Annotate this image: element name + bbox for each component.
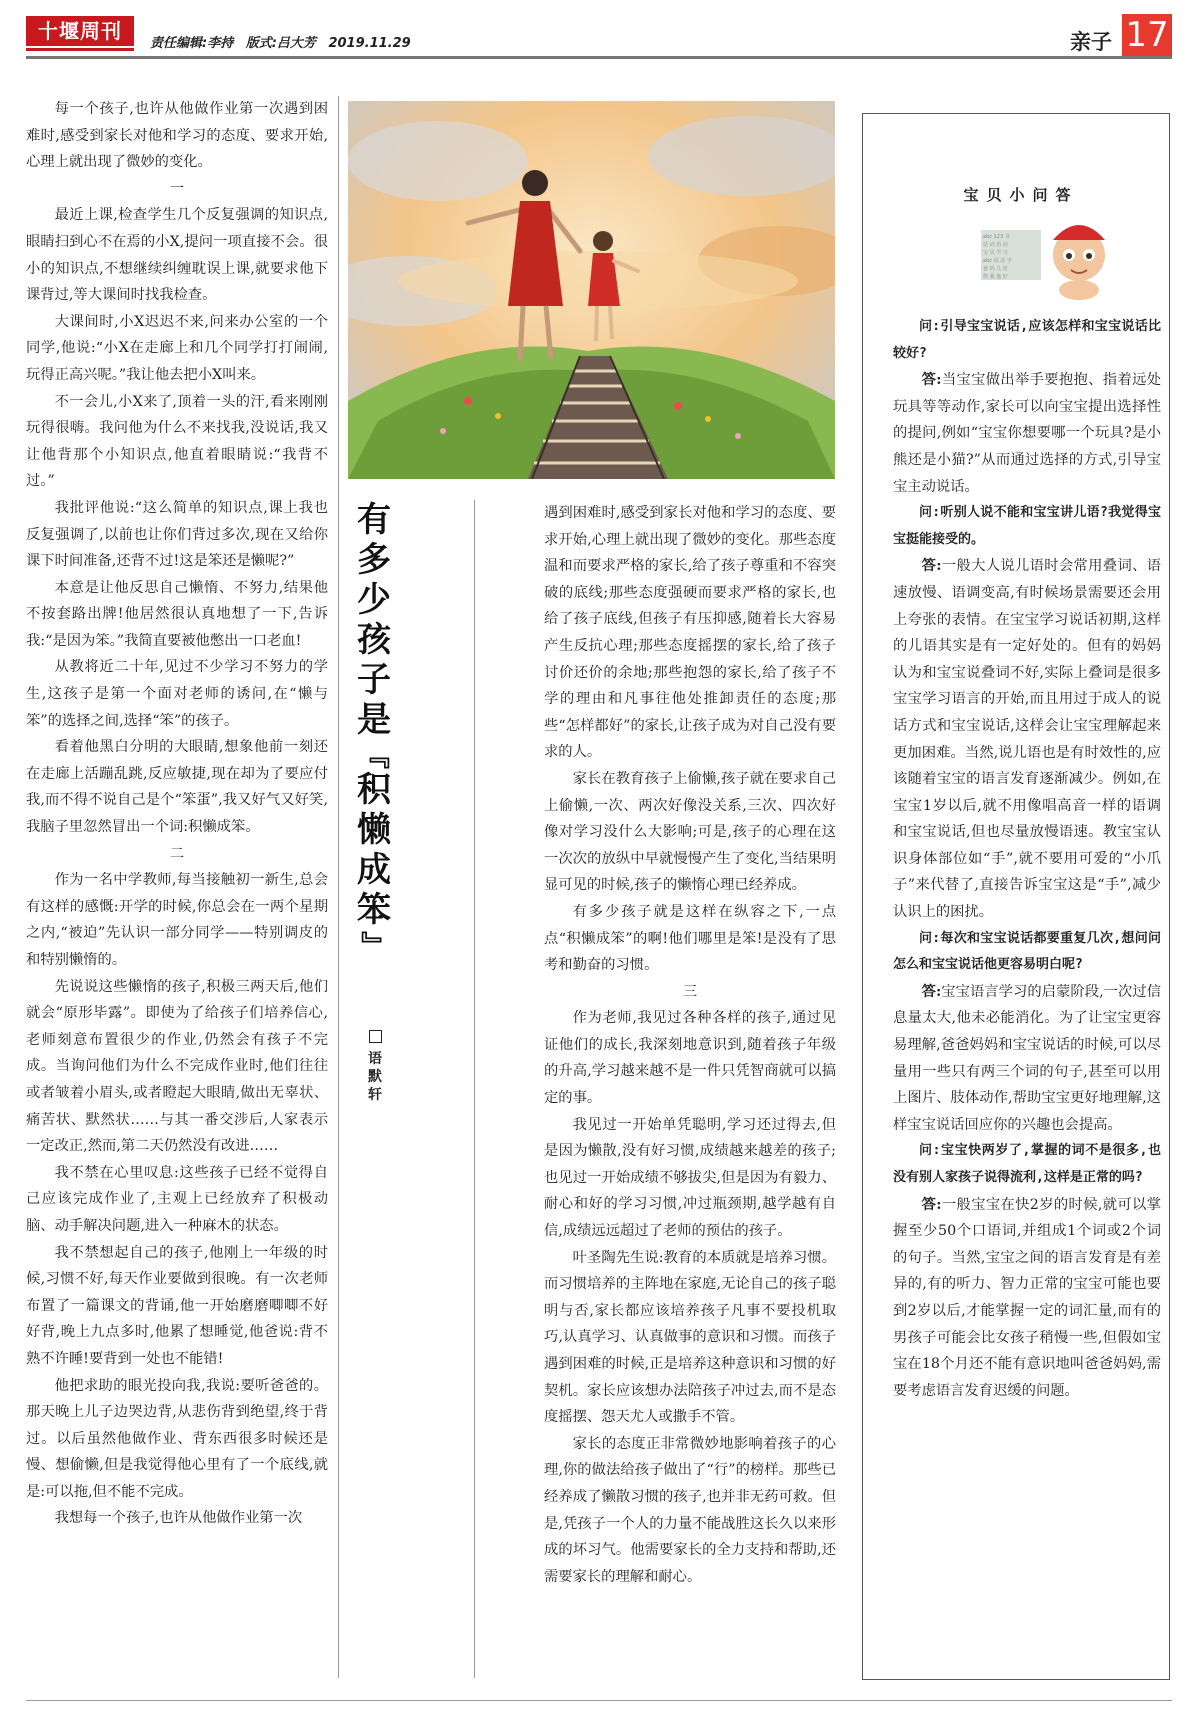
paragraph: 我不禁想起自己的孩子,他刚上一年级的时候,习惯不好,每天作业要做到很晚。有一次老师布置了一篇课文的背诵,他一开始磨磨唧唧不好好背,晚上九点多时,他累了想睡觉,他爸说:背不熟不许睡!要背到一处也不能错!: [26, 1244, 328, 1367]
layout-credit: 版式:吕大芳: [245, 36, 316, 51]
title-char: 懒: [357, 810, 391, 850]
paragraph: 家长的态度正非常微妙地影响着孩子的心理,你的做法给孩子做出了“行”的榜样。那些已经养成了懒散习惯的孩子,也并非无药可救。但是,凭孩子一个人的力量不能战胜这长久以来形成的坏习气。他需要家长的全力支持和帮助,还需要家长的理解和耐心。: [544, 1435, 836, 1585]
title-char: 成: [357, 850, 391, 890]
qa-question: 问:宝宝快两岁了,掌握的词不是很多,也没有别人家孩子说得流利,这样是正常的吗?: [893, 1143, 1161, 1185]
qa-answer-label: 答:: [921, 372, 942, 389]
paragraph: 家长在教育孩子上偷懒,孩子就在要求自己上偷懒,一次、两次好像没关系,三次、四次好像对学习没什么大影响;可是,孩子的心理在这一次次的放纵中早就慢慢产生了变化,当结果明显可见的时候,孩子的懒惰心理已经养成。: [544, 770, 836, 894]
svg-text:宝 贝 学 习: 宝 贝 学 习: [983, 250, 1008, 256]
paragraph: 我批评他说:“这么简单的知识点,课上我也反复强调了,以前也让你们背过多次,现在又给你课下时间准备,还背不过!这是笨还是懒呢?”: [26, 499, 328, 570]
paragraph: 最近上课,检查学生几个反复强调的知识点,眼睛扫到心不在焉的小X,提问一项直接不会。很小的知识点,不想继续纠缠耽误上课,就要求他下课背过,等大课间时找我检查。: [26, 207, 328, 304]
svg-text:abc 123 书: abc 123 书: [983, 234, 1010, 240]
title-char: 笨: [357, 890, 391, 930]
author-char: 语: [368, 1051, 382, 1067]
article-column-2: [544, 500, 836, 1590]
baby-qa-box: [862, 113, 1170, 1680]
title-char: 孩: [357, 620, 391, 660]
qa-answer-text: 一般宝宝在快2岁的时候,就可以掌握至少50个口语词,并组成1个词或2个词的句子。当然,宝宝之间的语言发育是有差异的,有的听力、智力正常的宝宝可能也要到2岁以后,才能掌握一定的词汇量,而有的男孩子可能会比女孩子稍慢一些,但假如宝宝在18个月还不能有意识地叫爸爸妈妈,需要考虑语言发育迟缓的问题。: [893, 1196, 1162, 1399]
qa-question: 问:每次和宝宝说话都要重复几次,想问问怎么和宝宝说话他更容易明白呢?: [893, 930, 1161, 973]
paragraph: 有多少孩子就是这样在纵容之下,一点点“积懒成笨”的啊!他们哪里是笨!是没有了思考和勤奋的习惯。: [544, 903, 836, 974]
qa-answer: [893, 1192, 1161, 1405]
masthead: [26, 14, 1172, 60]
article-author: [364, 1030, 386, 1104]
section-number: 一: [169, 180, 185, 197]
title-char: 是: [357, 700, 391, 740]
qa-answer-text: 当宝宝做出举手要抱抱、指着远处玩具等等动作,家长可以向宝宝提出选择性的提问,例如“宝宝你想要哪一个玩具?是小熊还是小猫?”从而通过选择的方式,引导宝宝主动说话。: [893, 372, 1162, 495]
paragraph: 作为老师,我见过各种各样的孩子,通过见证他们的成长,我深刻地意识到,随着孩子年级的升高,学习越来越不是一件只凭智商就可以搞定的事。: [544, 1010, 836, 1107]
qa-answer: [893, 553, 1161, 925]
qa-list: [893, 314, 1161, 1404]
qa-badge-title: 宝贝小问答: [963, 186, 1079, 204]
qa-answer-text: 一般大人说儿语时会常用叠词、语速放慢、语调变高,有时候场景需要还会用上夸张的表情。在宝宝学习说话初期,这样的儿语其实是有一定好处的。但有的妈妈认为和宝宝说叠词不好,实际上叠词是很多宝宝学习语言的开始,而且用过于成人的说话方式和宝宝说话,这样会让宝宝理解起来更加困难。当然,说儿语也是有时效性的,应该随着宝宝的语言发育逐渐减少。例如,在宝宝1岁以后,就不用像唱高音一样的语调和宝宝说话,但也尽量放慢语速。教宝宝认识身体部位如“手”,就不要用可爱的“小爪子”来代替了,直接告诉宝宝这是“手”,减少认识上的困扰。: [893, 558, 1162, 921]
author-char: 轩: [368, 1087, 382, 1103]
paragraph: 看着他黑白分明的大眼睛,想象他前一刻还在走廊上活蹦乱跳,反应敏捷,现在却为了要应付我,而不得不说自己是个“笨蛋”,我又好气又好笑,我脑子里忽然冒出一个词:积懒成笨。: [26, 739, 328, 836]
footer-rule: [26, 1700, 1172, 1701]
paragraph: 从教将近二十年,见过不少学习不努力的学生,这孩子是第一个面对老师的诱问,在“懒与笨”的选择之间,选择“笨”的孩子。: [26, 659, 328, 729]
paragraph: 叶圣陶先生说:教育的本质就是培养习惯。而习惯培养的主阵地在家庭,无论自己的孩子聪明与否,家长都应该培养孩子凡事不要投机取巧,认真学习、认真做事的意识和习惯。而孩子遇到困难的时候,正是培养这种意识和习惯的好契机。家长应该想办法陪孩子冲过去,而不是态度摇摆、怨天尤人或撒手不管。: [544, 1249, 836, 1426]
title-char: 子: [357, 660, 391, 700]
qa-answer-label: 答:: [921, 558, 942, 575]
section-number: 二: [169, 845, 185, 862]
mother-daughter-illustration: [348, 101, 835, 479]
section-name: 亲子: [1070, 30, 1112, 54]
paragraph: 大课间时,小X迟迟不来,问来办公室的一个同学,他说:“小X在走廊上和几个同学打打闹闹,玩得正高兴呢。”我让他去把小X叫来。: [26, 313, 328, 383]
baby-qa-badge: [961, 180, 1111, 300]
svg-text:爸 妈 儿 语: 爸 妈 儿 语: [983, 266, 1008, 272]
title-divider: [474, 500, 475, 1678]
article-title: [352, 500, 396, 960]
paragraph: 我不禁在心里叹息:这些孩子已经不觉得自己应该完成作业了,主观上已经放弃了积极动脑、动手解决问题,进入一种麻木的状态。: [26, 1164, 328, 1234]
title-char: 』: [358, 930, 391, 959]
issue-date: 2019.11.29: [328, 36, 411, 51]
paragraph: 我见过一开始单凭聪明,学习还过得去,但是因为懒散,没有好习惯,成绩越来越差的孩子;也见过一开始成绩不够拔尖,但是因为有毅力、耐心和好的学习习惯,冲过瓶颈期,越学越有自信,成绩远远超过了老师的预估的孩子。: [544, 1116, 836, 1240]
paragraph: 他把求助的眼光投向我,我说:要听爸爸的。那天晚上儿子边哭边背,从悲伤背到绝望,终于背过。以后虽然他做作业、背东西很多时候还是慢、想偷懒,但是我觉得他心里有了一个底线,就是:可以拖,但不能不完成。: [26, 1377, 328, 1500]
qa-answer-text: 宝宝语言学习的启蒙阶段,一次过信息量太大,他未必能消化。为了让宝宝更容易理解,爸爸妈妈和宝宝说话的时候,可以尽量用一些只有两三个词的句子,甚至可以用上图片、肢体动作,帮助宝宝更好地理解,这样宝宝说话回应你的兴趣也会提高。: [893, 983, 1161, 1133]
qa-answer: [893, 367, 1161, 500]
header-rule: [26, 56, 1172, 59]
qa-answer-label: 答:: [921, 983, 942, 1000]
paragraph: 不一会儿,小X来了,顶着一头的汗,看来刚刚玩得很嗨。我问他为什么不来找我,没说话,我又让他背那个小知识点,他直着眼睛说:“我背不过。”: [26, 393, 328, 490]
paragraph: 遇到困难时,感受到家长对他和学习的态度、要求开始,心理上就出现了微妙的变化。那些态度温和而要求严格的家长,给了孩子尊重和不容突破的底线;那些态度强硬而要求严格的家长,也给了孩子底线,但孩子有压抑感,随着长大容易产生反抗心理;那些态度摇摆的家长,给了孩子讨价还价的余地;那些抱怨的家长,给了孩子不学的理由和凡事往他处推卸责任的态度;那些“怎样都好”的家长,让孩子成为对自己没有要求的人。: [544, 505, 836, 761]
qa-answer-label: 答:: [921, 1196, 942, 1213]
paragraph: 本意是让他反思自己懒惰、不努力,结果他不按套路出牌!他居然很认真地想了一下,告诉我:“是因为笨。”我简直要被他憋出一口老血!: [26, 579, 328, 649]
column-divider: [338, 96, 339, 1678]
qa-question: 问:引导宝宝说话,应该怎样和宝宝说话比较好?: [893, 319, 1161, 361]
author-char: 默: [368, 1069, 382, 1085]
qa-answer: [893, 979, 1161, 1139]
page-meta: [150, 32, 419, 51]
paragraph: 我想每一个孩子,也许从他做作业第一次: [54, 1510, 303, 1527]
svg-text:你 我 他 好: 你 我 他 好: [983, 274, 1008, 280]
article-column-1: [26, 96, 328, 1532]
page-number: 17: [1122, 14, 1172, 56]
qa-question: 问:听别人说不能和宝宝讲儿语?我觉得宝宝挺能接受的。: [893, 505, 1161, 547]
title-char: 少: [357, 580, 391, 620]
svg-text:abc 说 话 字: abc 说 话 字: [983, 258, 1012, 264]
title-char: 『: [358, 740, 391, 769]
author-marker-icon: [369, 1030, 382, 1043]
paragraph: 作为一名中学教师,每当接触初一新生,总会有这样的感慨:开学的时候,你总会在一两个星期之内,“被迫”先认识一部分同学——特别调皮的和特别懒惰的。: [26, 872, 328, 968]
section-number: 三: [682, 983, 698, 1000]
editor-credit: 责任编辑:李持: [150, 36, 234, 51]
illustration-svg: [348, 101, 835, 479]
title-char: 积: [357, 770, 391, 810]
title-char: 多: [357, 540, 391, 580]
newspaper-logo: 十堰周刊: [26, 16, 134, 46]
title-char: 有: [357, 500, 391, 540]
svg-text:话 词 语 问: 话 词 语 问: [983, 242, 1008, 248]
paragraph: 先说说这些懒惰的孩子,积极三两天后,他们就会“原形毕露”。即使为了给孩子们培养信心,老师刻意布置很少的作业,仍然会有孩子不完成。当询问他们为什么不完成作业时,他们往往或者皱着小眉头,或者瞪起大眼睛,做出无辜状、痛苦状、默然状……与其一番交涉后,人家表示一定改正,然而,第二天仍然没有改进……: [26, 978, 328, 1155]
paragraph: 每一个孩子,也许从他做作业第一次遇到困难时,感受到家长对他和学习的态度、要求开始,心理上就出现了微妙的变化。: [26, 101, 328, 171]
